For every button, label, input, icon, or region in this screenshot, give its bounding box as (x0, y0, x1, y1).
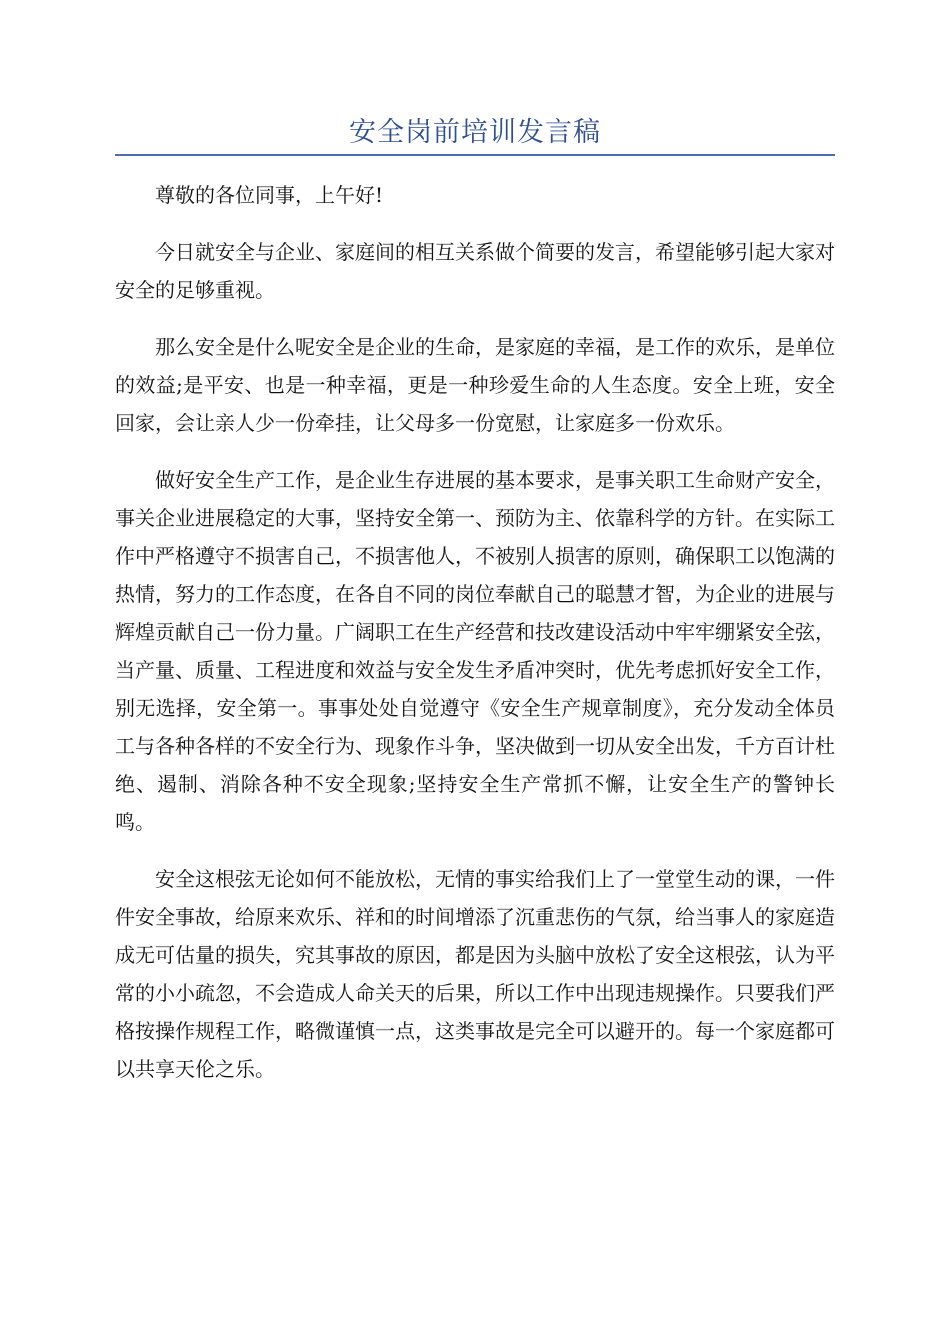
document-page (115, 0, 835, 1344)
title-underline (115, 154, 835, 156)
document-body (115, 176, 835, 1107)
document-title: 安全岗前培训发言稿 (349, 117, 601, 148)
paragraph-never-relax: 安全这根弦无论如何不能放松，无情的事实给我们上了一堂堂生动的课，一件件安全事故，给原来欢乐、祥和的时间增添了沉重悲伤的气氛，给当事人的家庭造成无可估量的损失，究其事故的原因，都是因为头脑中放松了安全这根弦，认为平常的小小疏忽，不会造成人命关天的后果，所以工作中出现违规操作。只要我们严格按操作规程工作，略微谨慎一点，这类事故是完全可以避开的。每一个家庭都可以共享天伦之乐。 (115, 867, 835, 1081)
paragraph-safety-production: 做好安全生产工作，是企业生存进展的基本要求，是事关职工生命财产安全，事关企业进展稳定的大事，坚持安全第一、预防为主、依靠科学的方针。在实际工作中严格遵守不损害自己，不损害他人，不被别人损害的原则，确保职工以饱满的热情，努力的工作态度，在各自不同的岗位奉献自己的聪慧才智，为企业的进展与辉煌贡献自己一份力量。广阔职工在生产经营和技改建设活动中牢牢绷紧安全弦，当产量、质量、工程进度和效益与安全发生矛盾冲突时，优先考虑抓好安全工作，别无选择，安全第一。事事处处自觉遵守《安全生产规章制度》，充分发动全体员工与各种各样的不安全行为、现象作斗争，坚决做到一切从安全出发，千方百计杜绝、遏制、消除各种不安全现象;坚持安全生产常抓不懈，让安全生产的警钟长鸣。 (115, 468, 835, 834)
paragraph-what-is-safety: 那么安全是什么呢安全是企业的生命，是家庭的幸福，是工作的欢乐，是单位的效益;是平安、也是一种幸福，更是一种珍爱生命的人生态度。安全上班，安全回家，会让亲人少一份牵挂，让父母多一份宽慰，让家庭多一份欢乐。 (115, 335, 835, 435)
paragraph-greeting: 尊敬的各位同事，上午好! (155, 183, 384, 207)
paragraph-intro: 今日就安全与企业、家庭间的相互关系做个简要的发言，希望能够引起大家对安全的足够重视。 (115, 240, 835, 302)
